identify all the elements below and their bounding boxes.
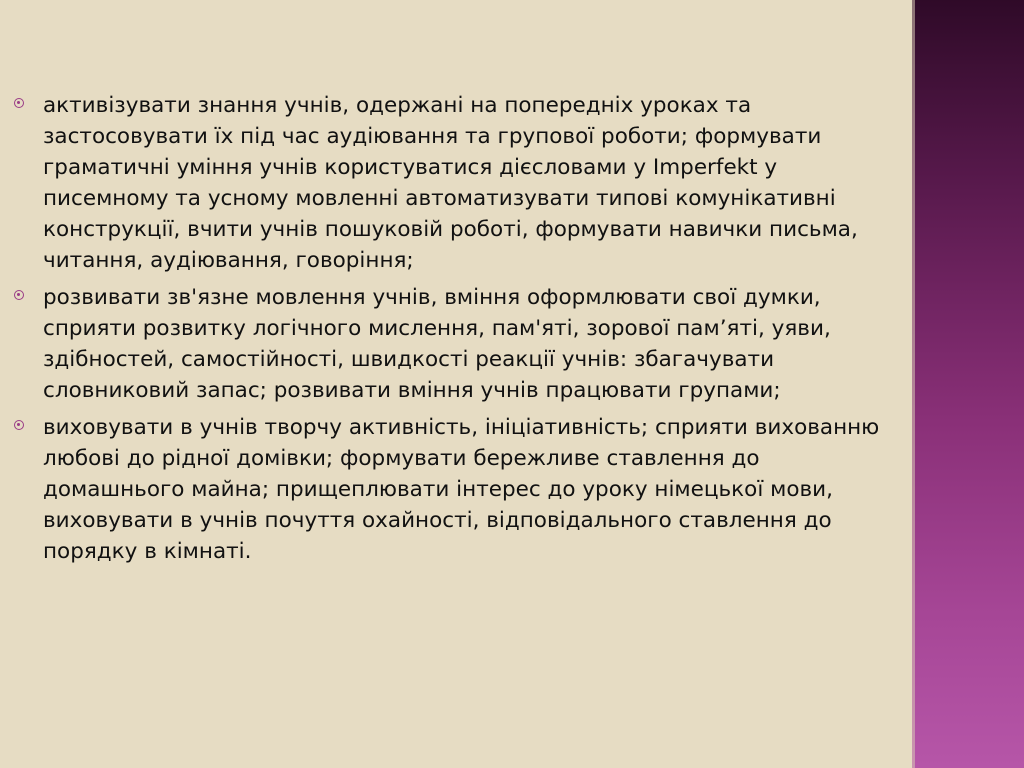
bullet-item [14,282,904,406]
circle-bullet-icon [14,98,24,108]
circle-bullet-icon [14,290,24,300]
slide-content [14,90,904,573]
bullet-item [14,412,904,567]
bullet-list [14,90,904,567]
bullet-item [14,90,904,276]
decorative-side-band [912,0,1024,768]
bullet-text: розвивати зв'язне мовлення учнів, вміння оформлювати свої думки, сприяти розвитку логічного мислення, пам'яті, зорової пам’яті, уяви, здібностей, самостійності, швидкості реакції учнів: збагачувати словниковий запас; розвивати вміння учнів працювати групами; [43,285,831,403]
side-band-edge [912,0,915,768]
bullet-text: виховувати в учнів творчу активність, ініціативність; сприяти вихованню любові до рідної домівки; формувати бережливе ставлення до домашнього майна; прищеплювати інтерес до уроку німецької мови, виховувати в учнів почуття охайності, відповідального ставлення до порядку в кімнаті. [43,415,880,564]
circle-bullet-icon [14,420,24,430]
bullet-text: активізувати знання учнів, одержані на попередніх уроках та застосовувати їх під час аудіювання та групової роботи; формувати граматичні уміння учнів користуватися дієсловами у Imperfekt у писемному та усному мовленні автоматизувати типові комунікативні конструкції, вчити учнів пошуковій роботі, формувати навички письма, читання, аудіювання, говоріння; [43,93,858,273]
